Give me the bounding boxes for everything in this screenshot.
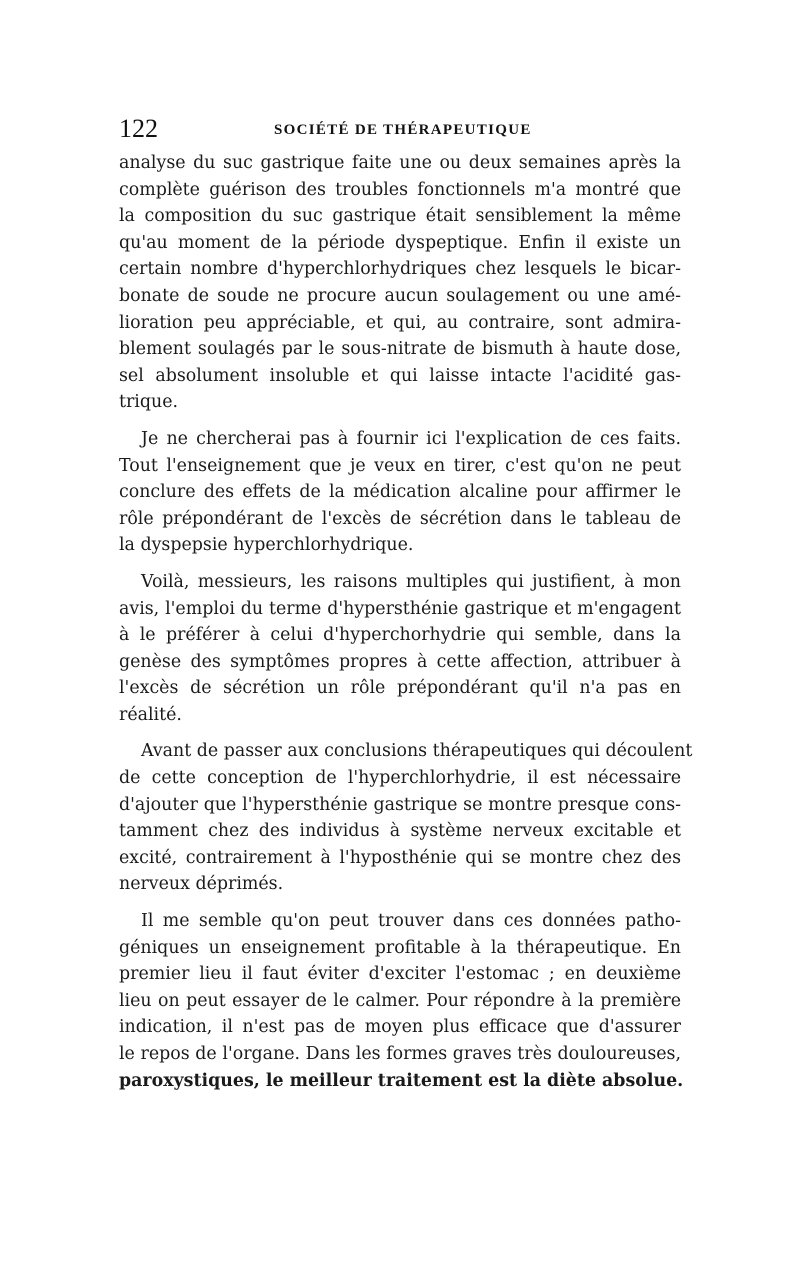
text-line: Avant de passer aux conclusions thérapeutiques qui découlent [141,741,693,762]
running-title: SOCIÉTÉ DE THÉRAPEUTIQUE [274,122,532,138]
page-header [119,114,681,144]
body-text [119,150,693,1104]
text-line: premier lieu il faut éviter d'exciter l'estomac ; en deuxième [119,964,681,985]
text-line: analyse du suc gastrique faite une ou deux semaines après la [119,153,681,173]
text-line: conclure des effets de la médication alcaline pour affirmer le [119,482,681,503]
page-number: 122 [119,114,158,143]
paragraph-5 [119,908,684,1094]
text-line: excité, contrairement à l'hyposthénie qui se montre chez des [119,847,681,868]
text-line: avis, l'emploi du terme d'hypersthénie gastrique et m'engagent [119,598,681,619]
text-line: lieu on peut essayer de le calmer. Pour répondre à la première [119,990,681,1011]
text-line: blement soulagés par le sous-nitrate de bismuth à haute dose, [119,339,681,360]
text-line: l'excès de sécrétion un rôle prépondérant qu'il n'a pas en [119,678,681,699]
text-line: genèse des symptômes propres à cette affection, attribuer à [119,651,681,672]
text-line: complète guérison des troubles fonctionnels m'a montré que [119,179,681,200]
text-line: d'ajouter que l'hypersthénie gastrique se montre presque cons- [119,794,681,815]
text-line: certain nombre d'hyperchlorhydriques chez lesquels le bicar- [119,259,681,280]
text-line: rôle prépondérant de l'excès de sécrétion dans le tableau de [119,508,681,529]
text-line: à le préférer à celui d'hyperchorhydrie qui semble, dans la [119,625,681,646]
text-line: Je ne chercherai pas à fournir ici l'explication de ces faits. [141,428,681,449]
text-line: indication, il n'est pas de moyen plus efficace que d'assurer [119,1017,681,1038]
text-line: Il me semble qu'on peut trouver dans ces données patho- [141,911,681,932]
text-line: la composition du suc gastrique était sensiblement la même [119,206,681,227]
text-line: Voilà, messieurs, les raisons multiples qui justifient, à mon [141,571,681,592]
text-line: Tout l'enseignement que je veux en tirer, c'est qu'on ne peut [119,455,681,476]
paragraph-3 [119,569,681,729]
text-line: la dyspepsie hyperchlorhydrique. [119,535,414,556]
paragraph-1 [119,150,681,416]
text-line: sel absolument insoluble et qui laisse intacte l'acidité gas- [119,365,681,386]
text-line: bonate de soude ne procure aucun soulagement ou une amé- [119,285,681,306]
text-line: trique. [119,392,179,413]
text-line: paroxystiques, le meilleur traitement est la diète absolue. [119,1070,684,1091]
text-line: le repos de l'organe. Dans les formes graves très douloureuses, [119,1044,681,1064]
paragraph-4 [119,738,693,898]
paragraph-2 [119,426,681,559]
text-line: lioration peu appréciable, et qui, au contraire, sont admira- [119,312,681,333]
text-line: qu'au moment de la période dyspeptique. Enfin il existe un [119,232,681,253]
text-line: réalité. [119,704,182,725]
text-line: nerveux déprimés. [119,874,284,895]
text-line: tamment chez des individus à système nerveux excitable et [119,821,681,842]
text-line: géniques un enseignement profitable à la thérapeutique. En [119,937,681,958]
text-line: de cette conception de l'hyperchlorhydrie, il est nécessaire [119,768,681,789]
